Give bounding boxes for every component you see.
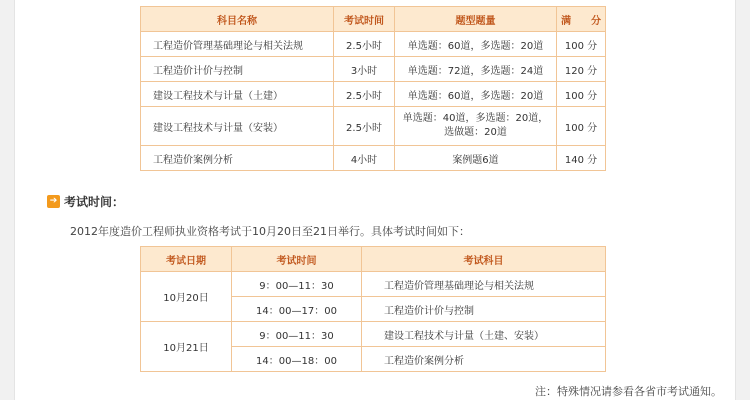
header-full-score: 满 分 — [557, 7, 606, 32]
subject-name-cell: 建设工程技术与计量（土建） — [141, 82, 334, 107]
exam-subject-cell: 建设工程技术与计量（土建、安装） — [362, 322, 606, 347]
exam-time-cell: 9：00—11：30 — [232, 322, 362, 347]
footnote: 注：特殊情况请参看各省市考试通知。 — [535, 385, 722, 398]
table-row — [141, 146, 606, 171]
header-exam-subject: 考试科目 — [362, 247, 606, 272]
subject-name-cell: 工程造价管理基础理论与相关法规 — [141, 32, 334, 57]
section-title: 考试时间： — [64, 194, 125, 209]
duration-cell: 2.5小时 — [334, 82, 395, 107]
exam-subject-cell: 工程造价管理基础理论与相关法规 — [362, 272, 606, 297]
table-row — [141, 57, 606, 82]
exam-subject-cell: 工程造价案例分析 — [362, 347, 606, 372]
table-row — [141, 322, 606, 347]
table-row — [141, 82, 606, 107]
duration-cell: 3小时 — [334, 57, 395, 82]
table-row — [141, 272, 606, 297]
subject-name-cell: 工程造价案例分析 — [141, 146, 334, 171]
schedule-table — [140, 246, 606, 372]
header-subject-name: 科目名称 — [141, 7, 334, 32]
header-exam-date: 考试日期 — [141, 247, 232, 272]
schedule-table-header — [141, 247, 606, 272]
question-types-cell: 单选题：60道，多选题：20道 — [395, 82, 557, 107]
question-types-cell: 单选题：60道，多选题：20道 — [395, 32, 557, 57]
exam-time-cell: 14：00—17：00 — [232, 297, 362, 322]
subjects-table — [140, 6, 606, 171]
table-row — [141, 107, 606, 146]
question-types-cell: 单选题：72道，多选题：24道 — [395, 57, 557, 82]
duration-cell: 4小时 — [334, 146, 395, 171]
subjects-table-header — [141, 7, 606, 32]
duration-cell: 2.5小时 — [334, 107, 395, 146]
exam-date-cell: 10月20日 — [141, 272, 232, 322]
score-cell: 100 分 — [557, 107, 606, 146]
duration-cell: 2.5小时 — [334, 32, 395, 57]
left-frame — [0, 0, 15, 400]
exam-date-cell: 10月21日 — [141, 322, 232, 372]
exam-time-heading — [47, 193, 124, 209]
score-cell: 100 分 — [557, 82, 606, 107]
table-row — [141, 32, 606, 57]
subject-name-cell: 工程造价计价与控制 — [141, 57, 334, 82]
subject-name-cell: 建设工程技术与计量（安装） — [141, 107, 334, 146]
question-types-cell: 案例题6道 — [395, 146, 557, 171]
score-cell: 100 分 — [557, 32, 606, 57]
right-frame — [735, 0, 750, 400]
intro-text: 2012年度造价工程师执业资格考试于10月20日至21日举行。具体考试时间如下： — [70, 225, 470, 238]
score-cell: 140 分 — [557, 146, 606, 171]
header-exam-duration: 考试时间 — [334, 7, 395, 32]
header-exam-time: 考试时间 — [232, 247, 362, 272]
exam-time-cell: 14：00—18：00 — [232, 347, 362, 372]
question-types-cell: 单选题：40道，多选题：20道， 选做题：20道 — [395, 107, 557, 146]
exam-time-cell: 9：00—11：30 — [232, 272, 362, 297]
score-cell: 120 分 — [557, 57, 606, 82]
arrow-right-icon: ➔ — [47, 195, 60, 208]
header-question-types: 题型题量 — [395, 7, 557, 32]
exam-subject-cell: 工程造价计价与控制 — [362, 297, 606, 322]
